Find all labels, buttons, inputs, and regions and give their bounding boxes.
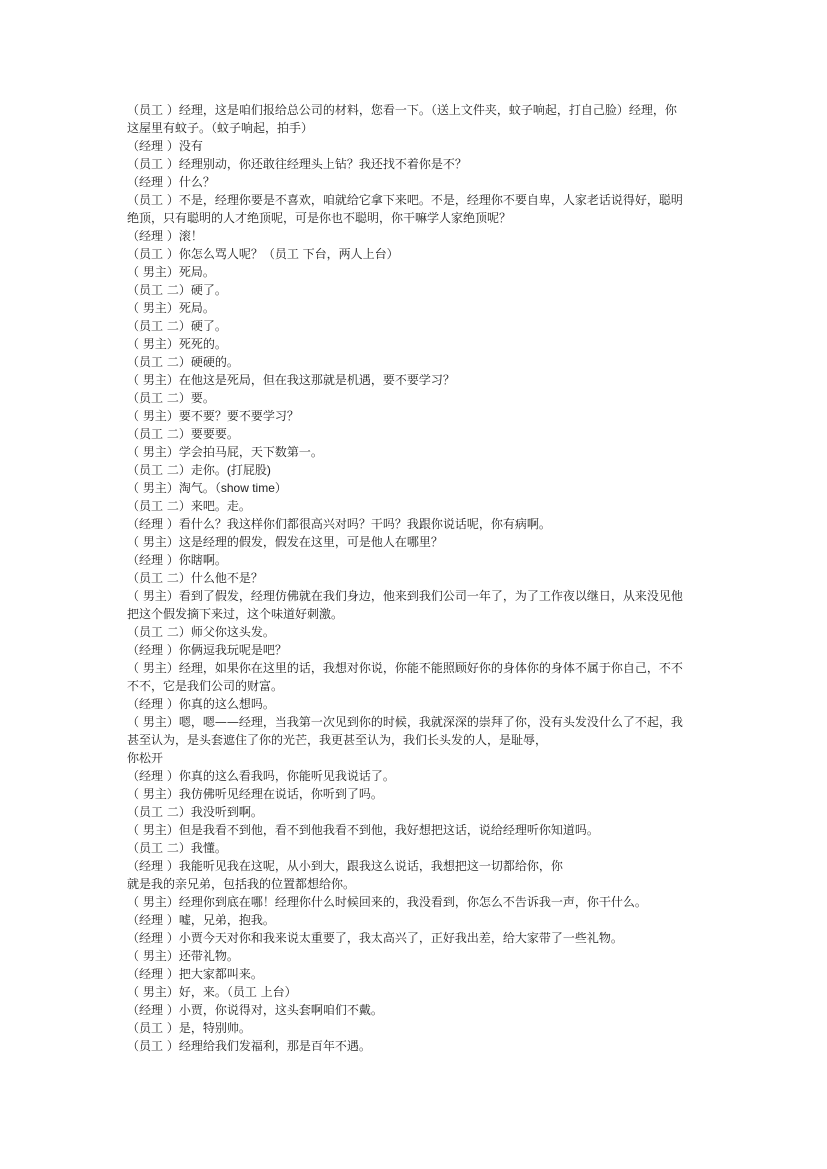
dialogue-line: [127, 407, 807, 425]
speaker-tag: （ 男主）: [127, 445, 179, 459]
dialogue-line: [127, 947, 807, 965]
dialogue-line: [127, 569, 807, 587]
line-text: 我没听到啊。: [190, 805, 263, 819]
line-text: 但是我看不到他，看不到他我看不到他，我好想把这话，说给经理听你知道吗。: [178, 823, 599, 837]
line-text: show time: [220, 481, 275, 495]
speaker-tag: （经理 ）: [127, 517, 179, 531]
line-text: 要。: [190, 391, 215, 405]
speaker-tag: （员工 二）: [127, 355, 191, 369]
line-text: 你瞎啊。: [178, 553, 227, 567]
dialogue-line: [127, 533, 807, 551]
line-text: 你怎么骂人呢？（员工 下台，两人上台）: [178, 247, 399, 261]
line-text: 甚至认为，是头套遮住了你的光芒，我更甚至认为，我们长头发的人，是耻辱，: [127, 733, 548, 747]
dialogue-line: [127, 353, 807, 371]
dialogue-line: [127, 551, 807, 569]
speaker-tag: （经理 ）: [127, 553, 179, 567]
line-text: 看到了假发，经理仿佛就在我们身边，他来到我们公司一年了，为了工作夜以继日，从来没见他: [178, 589, 683, 603]
dialogue-line: [127, 425, 807, 443]
dialogue-line: [127, 587, 807, 605]
dialogue-line: [127, 155, 807, 173]
line-text: 经理，如果你在这里的话，我想对你说，你能不能照顾好你的身体你的身体不属于你自己，不不: [178, 661, 683, 675]
line-text: 在他这是死局，但在我这那就是机遇，要不要学习？: [178, 373, 455, 387]
speaker-tag: （员工 ）: [127, 1039, 179, 1053]
continuation-line: [127, 677, 807, 695]
dialogue-line: [127, 299, 807, 317]
line-text: 死局。: [178, 301, 215, 315]
dialogue-line: [127, 245, 807, 263]
line-text: 嗯，嗯——经理，当我第一次见到你的时候，我就深深的崇拜了你，没有头发没什么了不起，我: [178, 715, 683, 729]
speaker-tag: （经理 ）: [127, 931, 179, 945]
line-text: 经理给我们发福利，那是百年不遇。: [178, 1039, 371, 1053]
dialogue-line: [127, 1037, 807, 1055]
dialogue-line: [127, 803, 807, 821]
line-text: 看什么？我这样你们都很高兴对吗？干吗？我跟你说话呢，你有病啊。: [178, 517, 551, 531]
speaker-tag: （ 男主）: [127, 895, 179, 909]
line-text: 小贾，你说得对，这头套啊咱们不戴。: [178, 1003, 383, 1017]
speaker-tag: （ 男主）: [127, 823, 179, 837]
dialogue-line: [127, 497, 807, 515]
line-text: 小贾今天对你和我来说太重要了，我太高兴了，正好我出差，给大家带了一些礼物。: [178, 931, 623, 945]
dialogue-line: [127, 893, 807, 911]
line-text: 是，特别帅。: [178, 1021, 251, 1035]
speaker-tag: （经理 ）: [127, 859, 179, 873]
line-text: 把这个假发摘下来过，这个味道好刺激。: [127, 607, 344, 621]
speaker-tag: （经理 ）: [127, 229, 179, 243]
dialogue-line: [127, 461, 807, 479]
dialogue-line: [127, 1001, 807, 1019]
continuation-line: [127, 875, 807, 893]
dialogue-line: [127, 173, 807, 191]
speaker-tag: （员工 二）: [127, 319, 191, 333]
dialogue-line: [127, 443, 807, 461]
speaker-tag: （员工 二）: [127, 571, 191, 585]
line-text: 要要要。: [190, 427, 239, 441]
line-text: 不是，经理你要是不喜欢，咱就给它拿下来吧。不是，经理你不要自卑，人家老话说得好，聪明: [178, 193, 683, 207]
line-text: 把大家都叫来。: [178, 967, 263, 981]
line-text: 还带礼物。: [178, 949, 239, 963]
line-text: (: [226, 463, 231, 477]
line-text: 死死的。: [178, 337, 227, 351]
line-text: 不不，它是我们公司的财富。: [127, 679, 284, 693]
line-text: 硬了。: [190, 283, 227, 297]
line-text: 我懂。: [190, 841, 227, 855]
line-text: 你俩逗我玩呢是吧？: [178, 643, 287, 657]
speaker-tag: （员工 二）: [127, 463, 191, 477]
speaker-tag: （员工 二）: [127, 841, 191, 855]
dialogue-line: [127, 785, 807, 803]
speaker-tag: （ 男主）: [127, 481, 179, 495]
speaker-tag: （经理 ）: [127, 697, 179, 711]
speaker-tag: （ 男主）: [127, 589, 179, 603]
speaker-tag: （ 男主）: [127, 535, 179, 549]
dialogue-line: [127, 137, 807, 155]
dialogue-line: [127, 929, 807, 947]
line-text: ）: [274, 481, 287, 495]
line-text: 学会拍马屁，天下数第一。: [178, 445, 323, 459]
line-text: 师父你这头发。: [190, 625, 275, 639]
dialogue-line: [127, 317, 807, 335]
speaker-tag: （经理 ）: [127, 175, 179, 189]
line-text: 打屁股: [230, 463, 267, 477]
speaker-tag: （ 男主）: [127, 373, 179, 387]
line-text: 什么？: [178, 175, 215, 189]
line-text: 经理，这是咱们报给总公司的材料，您看一下。（送上文件夹，蚊子响起，打自己脸）经理，你: [178, 103, 677, 117]
speaker-tag: （员工 二）: [127, 625, 191, 639]
dialogue-line: [127, 227, 807, 245]
line-text: 要不要？要不要学习？: [178, 409, 299, 423]
speaker-tag: （员工 ）: [127, 157, 179, 171]
speaker-tag: （员工 二）: [127, 391, 191, 405]
speaker-tag: （员工 二）: [127, 283, 191, 297]
dialogue-line: [127, 713, 807, 731]
dialogue-line: [127, 479, 807, 497]
line-text: ): [266, 463, 271, 477]
line-text: 我能听见我在这呢，从小到大，跟我这么说话，我想把这一切都给你，你: [178, 859, 563, 873]
speaker-tag: （ 男主）: [127, 337, 179, 351]
line-text: 来吧。走。: [190, 499, 251, 513]
speaker-tag: （ 男主）: [127, 301, 179, 315]
speaker-tag: （员工 二）: [127, 805, 191, 819]
script-text: [127, 101, 807, 1055]
speaker-tag: （员工 二）: [127, 427, 191, 441]
line-text: 我仿佛听见经理在说话，你听到了吗。: [178, 787, 383, 801]
speaker-tag: （员工 ）: [127, 193, 179, 207]
line-text: 硬了。: [190, 319, 227, 333]
speaker-tag: （经理 ）: [127, 769, 179, 783]
line-text: 你真的这么想吗。: [178, 697, 275, 711]
line-text: 这是经理的假发，假发在这里，可是他人在哪里？: [178, 535, 443, 549]
line-text: 死局。: [178, 265, 215, 279]
speaker-tag: （员工 ）: [127, 103, 179, 117]
continuation-line: [127, 209, 807, 227]
speaker-tag: （ 男主）: [127, 787, 179, 801]
speaker-tag: （ 男主）: [127, 715, 179, 729]
dialogue-line: [127, 839, 807, 857]
dialogue-line: [127, 101, 807, 119]
line-text: 就是我的亲兄弟，包括我的位置都想给你。: [127, 877, 356, 891]
dialogue-line: [127, 371, 807, 389]
line-text: 滚！: [178, 229, 203, 243]
speaker-tag: （ 男主）: [127, 265, 179, 279]
dialogue-line: [127, 389, 807, 407]
dialogue-line: [127, 335, 807, 353]
speaker-tag: （ 男主）: [127, 949, 179, 963]
dialogue-line: [127, 767, 807, 785]
dialogue-line: [127, 857, 807, 875]
speaker-tag: （ 男主）: [127, 661, 179, 675]
dialogue-line: [127, 281, 807, 299]
dialogue-line: [127, 659, 807, 677]
line-text: 走你。: [190, 463, 227, 477]
dialogue-line: [127, 641, 807, 659]
speaker-tag: （经理 ）: [127, 913, 179, 927]
line-text: 经理你到底在哪！经理你什么时候回来的，我没看到，你怎么不告诉我一声，你干什么。: [178, 895, 647, 909]
speaker-tag: （ 男主）: [127, 985, 179, 999]
continuation-line: [127, 731, 807, 749]
dialogue-line: [127, 821, 807, 839]
dialogue-line: [127, 263, 807, 281]
line-text: 你松开: [127, 751, 164, 765]
dialogue-line: [127, 965, 807, 983]
line-text: 绝顶，只有聪明的人才绝顶呢，可是你也不聪明，你干嘛学人家绝顶呢？: [127, 211, 512, 225]
line-text: 硬硬的。: [190, 355, 239, 369]
dialogue-line: [127, 911, 807, 929]
dialogue-line: [127, 983, 807, 1001]
speaker-tag: （经理 ）: [127, 643, 179, 657]
dialogue-line: [127, 623, 807, 641]
continuation-line: [127, 119, 807, 137]
dialogue-line: [127, 191, 807, 209]
speaker-tag: （经理 ）: [127, 139, 179, 153]
speaker-tag: （经理 ）: [127, 1003, 179, 1017]
line-text: 淘气。（: [178, 481, 221, 495]
dialogue-line: [127, 515, 807, 533]
line-text: 嘘，兄弟，抱我。: [178, 913, 275, 927]
continuation-line: [127, 749, 807, 767]
dialogue-line: [127, 1019, 807, 1037]
line-text: 经理别动，你还敢往经理头上钻？我还找不着你是不？: [178, 157, 467, 171]
speaker-tag: （ 男主）: [127, 409, 179, 423]
speaker-tag: （经理 ）: [127, 967, 179, 981]
speaker-tag: （员工 二）: [127, 499, 191, 513]
speaker-tag: （员工 ）: [127, 1021, 179, 1035]
line-text: 什么他不是？: [190, 571, 263, 585]
speaker-tag: （员工 ）: [127, 247, 179, 261]
line-text: 没有: [178, 139, 203, 153]
line-text: 好，来。（员工 上台）: [178, 985, 297, 999]
line-text: 这屋里有蚊子。（蚊子响起，拍手）: [127, 121, 314, 135]
dialogue-line: [127, 695, 807, 713]
line-text: 你真的这么看我吗，你能听见我说话了。: [178, 769, 395, 783]
continuation-line: [127, 605, 807, 623]
